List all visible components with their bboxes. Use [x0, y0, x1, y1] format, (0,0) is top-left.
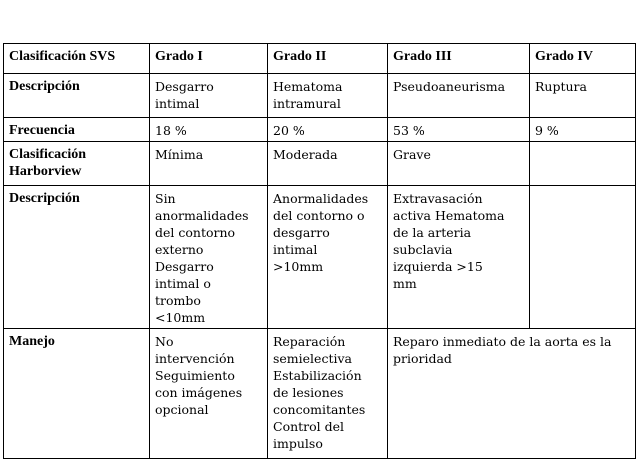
cell-line: Grave: [393, 147, 431, 162]
table-cell: [268, 118, 388, 142]
row-label: Manejo: [4, 329, 150, 459]
table-cell: [150, 74, 268, 118]
table-cell: [388, 118, 530, 142]
table-cell: [150, 329, 268, 459]
cell-line: mm: [393, 276, 417, 291]
cell-line: 18 %: [155, 123, 187, 138]
table-cell: [530, 118, 636, 142]
row-label: Descripción: [4, 74, 150, 118]
table-cell: [530, 142, 636, 186]
cell-line: opcional: [155, 402, 209, 417]
cell-line: Reparación: [273, 334, 346, 349]
cell-line: del contorno: [155, 225, 236, 240]
cell-line: Estabilización: [273, 368, 362, 383]
header-cell-grade-3: Grado III: [388, 44, 530, 74]
cell-line: externo: [155, 242, 204, 257]
cell-line: Anormalidades: [273, 191, 369, 206]
cell-line: activa Hematoma: [393, 208, 505, 223]
table-cell-merged: [388, 329, 636, 459]
table-cell: [150, 118, 268, 142]
table-cell: [150, 142, 268, 186]
cell-line: Clasificación: [9, 147, 86, 162]
cell-line: Pseudoaneurisma: [393, 79, 506, 94]
row-label: Descripción: [4, 186, 150, 329]
cell-line: Control del: [273, 419, 345, 434]
cell-line: intimal: [155, 96, 200, 111]
header-cell-classification: Clasificación SVS: [4, 44, 150, 74]
table-cell: [530, 186, 636, 329]
cell-line: >10mm: [273, 259, 324, 274]
table-cell: [150, 186, 268, 329]
header-cell-grade-2: Grado II: [268, 44, 388, 74]
cell-line: de la arteria: [393, 225, 472, 240]
cell-line: Desgarro: [155, 259, 214, 274]
cell-line: Desgarro: [155, 79, 214, 94]
cell-line: trombo: [155, 293, 201, 308]
cell-line: Sin: [155, 191, 176, 206]
table-cell: [268, 142, 388, 186]
cell-line: con imágenes: [155, 385, 243, 400]
cell-line: Seguimiento: [155, 368, 235, 383]
cell-line: Reparo inmediato de la aorta es la: [393, 334, 612, 349]
cell-line: concomitantes: [273, 402, 366, 417]
table-cell: [268, 186, 388, 329]
row-label: Frecuencia: [4, 118, 150, 142]
cell-line: intramural: [273, 96, 341, 111]
table-row-management: [4, 329, 636, 459]
cell-line: de lesiones: [273, 385, 344, 400]
row-label: [4, 142, 150, 186]
cell-line: intervención: [155, 351, 235, 366]
table-cell: [530, 74, 636, 118]
table-cell: [388, 186, 530, 329]
cell-line: izquierda >15: [393, 259, 483, 274]
table-cell: [388, 142, 530, 186]
cell-line: <10mm: [155, 310, 206, 325]
table-row-frequency: [4, 118, 636, 142]
table-row-description: [4, 74, 636, 118]
cell-line: del contorno o: [273, 208, 365, 223]
cell-line: anormalidades: [155, 208, 249, 223]
cell-line: Mínima: [155, 147, 204, 162]
cell-line: No: [155, 334, 174, 349]
cell-line: intimal: [273, 242, 318, 257]
table-header-row: [4, 44, 636, 74]
cell-line: Hematoma: [273, 79, 343, 94]
cell-line: 9 %: [535, 123, 559, 138]
header-cell-grade-1: Grado I: [150, 44, 268, 74]
table-row-description-detail: [4, 186, 636, 329]
cell-line: 20 %: [273, 123, 305, 138]
table-row-harborview: [4, 142, 636, 186]
cell-line: subclavia: [393, 242, 453, 257]
cell-line: 53 %: [393, 123, 425, 138]
cell-line: intimal o: [155, 276, 211, 291]
cell-line: prioridad: [393, 351, 452, 366]
svs-classification-table: [3, 43, 636, 459]
table-cell: [388, 74, 530, 118]
cell-line: Extravasación: [393, 191, 483, 206]
cell-line: Harborview: [9, 164, 82, 179]
cell-line: semielectiva: [273, 351, 352, 366]
table-cell: [268, 74, 388, 118]
table-cell: [268, 329, 388, 459]
cell-line: impulso: [273, 436, 323, 451]
cell-line: Ruptura: [535, 79, 587, 94]
header-cell-grade-4: Grado IV: [530, 44, 636, 74]
cell-line: desgarro: [273, 225, 330, 240]
cell-line: Moderada: [273, 147, 338, 162]
